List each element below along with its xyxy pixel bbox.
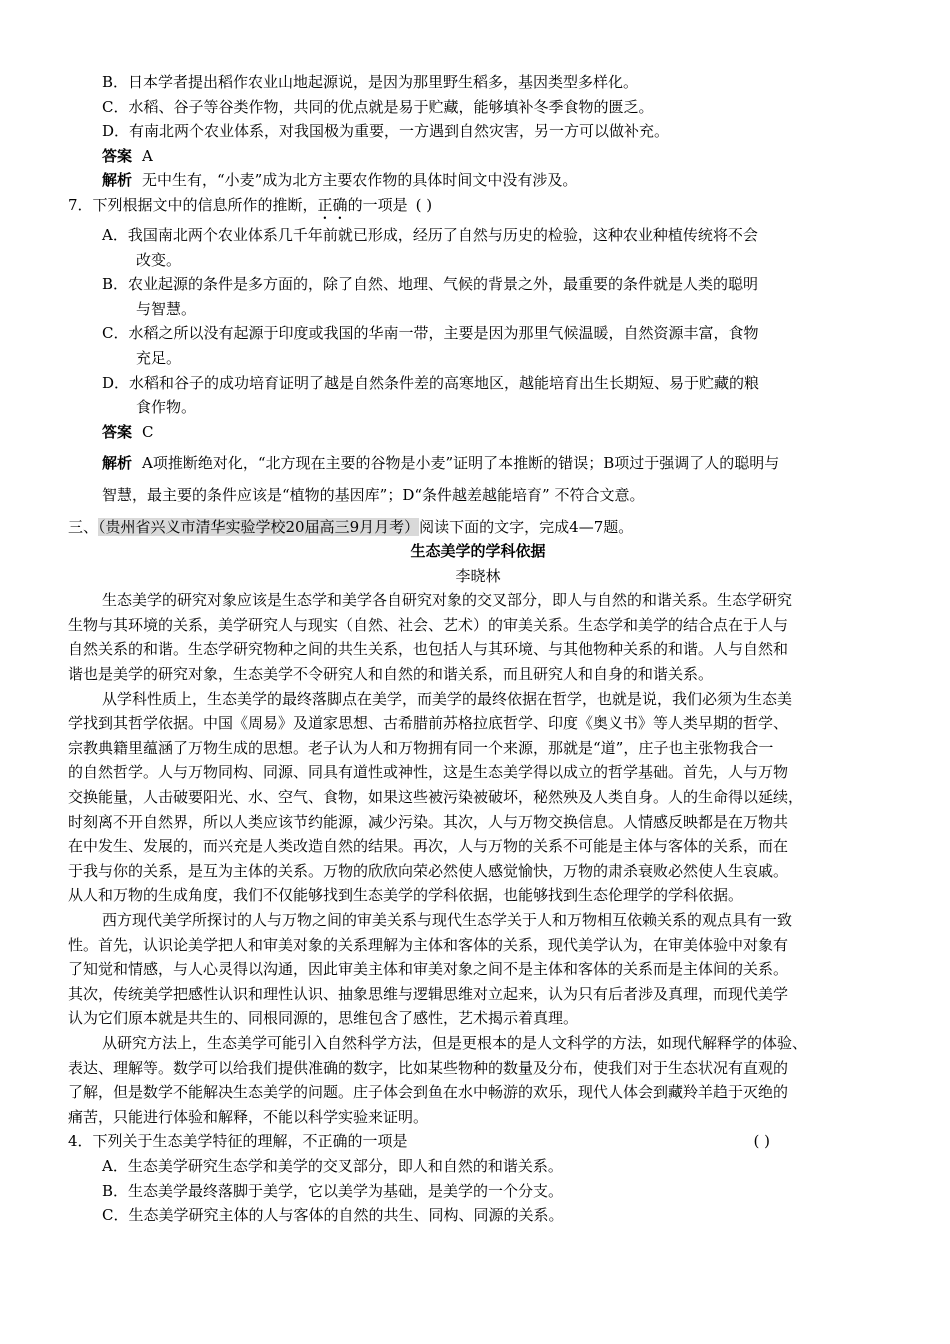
q7-answer-paren: ( ) (415, 195, 433, 214)
q7-option-a: A．我国南北两个农业体系几千年前就已形成，经历了自然与历史的检验，这种农业种植传统将不会 (102, 225, 758, 244)
article-paragraph-3 (68, 908, 888, 1031)
q4-answer-paren: ( ) (753, 1132, 770, 1151)
paragraph-line: 谐也是美学的研究对象，生态美学不令研究人和自然的和谐关系，而且研究人和自身的和谐关系。 (68, 665, 714, 684)
article-author: 李晓林 (455, 566, 501, 585)
section3-source: （贵州省兴义市清华实验学校20届高三9月月考） (98, 517, 420, 536)
paragraph-line: 从学科性质上，生态美学的最终落脚点在美学，而美学的最终依据在哲学，也就是说，我们必须为生态美 (102, 689, 793, 708)
q6-option-b: B．日本学者提出稻作农业山地起源说，是因为那里野生稻多，基因类型多样化。 (102, 73, 639, 91)
document-page (68, 70, 888, 1228)
paragraph-line: 生态美学的研究对象应该是生态学和美学各自研究对象的交叉部分，即人与自然的和谐关系。生态学研究 (102, 591, 793, 610)
q7-stem (68, 193, 888, 223)
q7-option-d: D．水稻和谷子的成功培育证明了越是自然条件差的高寒地区，越能培育出生长期短、易于贮藏的粮 (102, 373, 760, 392)
paragraph-line: 性。首先，认识论美学把人和审美对象的关系理解为主体和客体的关系，现代美学认为，在审美体验中对象有 (68, 935, 789, 954)
paragraph-line: 西方现代美学所探讨的人与万物之间的审美关系与现代生态学关于人和万物相互依赖关系的观点具有一致 (102, 911, 793, 929)
article-paragraph-4 (68, 1031, 888, 1129)
paragraph-line: 痛苦，只能进行体验和解释，不能以科学实验来证明。 (68, 1107, 429, 1126)
paragraph-line: 交换能量，人击破要阳光、水、空气、食物，如果这些被污染被破坏，秘然殃及人类自身。人的生命得以延续， (68, 788, 804, 807)
q7-analysis (68, 451, 888, 476)
paragraph-line: 在中发生、发展的，而兴充是人类改造自然的结果。再次，人与万物的关系不可能是主体与客体的关系，而在 (68, 837, 789, 856)
q7-answer-value: C (142, 422, 154, 441)
q4-stem-text: 4．下列关于生态美学特征的理解，不正确的一项是 (68, 1132, 408, 1151)
paragraph-line: 学找到其哲学依据。中国《周易》及道家思想、古希腊前苏格拉底哲学、印度《奥义书》等人类早期的哲学、 (68, 714, 789, 733)
section3-number: 三、 (68, 517, 99, 536)
paragraph-line: 了解，但是数学不能解决生态美学的问题。庄子体会到鱼在水中畅游的欢乐，现代人体会到藏羚羊趋于灭绝的 (68, 1083, 789, 1102)
paragraph-line: 了知觉和情感，与人心灵得以沟通，因此审美主体和审美对象之间不是主体和客体的关系而是主体间的关系。 (68, 960, 789, 979)
q4-option-c: C．生态美学研究主体的人与客体的自然的共生、同构、同源的关系。 (102, 1206, 564, 1225)
q7-answer-label: 答案 (102, 422, 133, 441)
q6-answer (68, 144, 888, 169)
q7-answer (68, 420, 888, 445)
q7-option-c: C．水稻之所以没有起源于印度或我国的华南一带，主要是因为那里气候温暖，自然资源丰富，食物 (102, 324, 759, 343)
paragraph-line: 时刻离不开自然界，所以人类应该节约能源，减少污染。其次，人与万物交换信息。人情感反映都是在万物共 (68, 812, 789, 831)
q6-analysis (68, 168, 888, 193)
q4-stem (68, 1129, 888, 1154)
article-title: 生态美学的学科依据 (410, 542, 546, 561)
q7-stem-pre: 7．下列根据文中的信息所作的推断， (68, 195, 318, 214)
paragraph-line: 自然关系的和谐。生态学研究物种之间的共生关系，也包括人与其环境、与其他物种关系的和谐。人与自然和 (68, 640, 789, 659)
q7-option-d-cont: 食作物。 (136, 398, 197, 417)
article-paragraph-1 (68, 588, 888, 686)
q7-analysis-cont: 智慧，最主要的条件应该是“植物的基因库”；D“条件越差越能培育” 不符合文意。 (102, 485, 645, 504)
q7-option-b-cont: 与智慧。 (136, 299, 197, 318)
q7-option-a-cont: 改变。 (136, 250, 182, 269)
section3-instruction: 阅读下面的文字，完成4—7题。 (419, 517, 634, 536)
paragraph-line: 其次，传统美学把感性认识和理性认识、抽象思维与逻辑思维对立起来，认为只有后者涉及真理，而现代美学 (68, 984, 789, 1003)
q7-stem-emphasis: 正确 (317, 195, 348, 214)
paragraph-line: 的自然哲学。人与万物同构、同源、同具有道性或神性，这是生态美学得以成立的哲学基础。首先，人与万物 (68, 763, 789, 782)
q7-stem-post: 的一项是 (347, 195, 408, 214)
q6-analysis-text: 无中生有，“小麦”成为北方主要农作物的具体时间文中没有涉及。 (142, 171, 578, 190)
paragraph-line: 认为它们原本就是共生的、同根同源的，思维包含了感性，艺术揭示着真理。 (68, 1009, 579, 1028)
paragraph-line: 表达、理解等。数学可以给我们提供准确的数字，比如某些物种的数量及分布，使我们对于生态状况有直观的 (68, 1058, 789, 1077)
q6-answer-label: 答案 (102, 146, 133, 165)
paragraph-line: 宗教典籍里蕴涵了万物生成的思想。老子认为人和万物拥有同一个来源，那就是“道”，庄子也主张物我合一 (68, 738, 774, 757)
paragraph-line: 从人和万物的生成角度，我们不仅能够找到生态美学的学科依据，也能够找到生态伦理学的学科依据。 (68, 886, 744, 905)
q7-analysis-text-1: A项推断绝对化，“北方现在主要的谷物是小麦”证明了本推断的错误；B项过于强调了人的聪明与 (142, 454, 780, 473)
q7-analysis-label: 解析 (102, 454, 133, 473)
q7-option-c-cont: 充足。 (136, 348, 182, 367)
q6-option-c: C．水稻、谷子等谷类作物，共同的优点就是易于贮藏，能够填补冬季食物的匮乏。 (102, 97, 654, 116)
section3-heading (68, 515, 888, 540)
q6-analysis-label: 解析 (102, 171, 133, 190)
q6-answer-value: A (142, 146, 153, 165)
paragraph-line: 生物与其环境的关系，美学研究人与现实（自然、社会、艺术）的审美关系。生态学和美学的结合点在于人与 (68, 615, 789, 634)
paragraph-line: 从研究方法上，生态美学可能引入自然科学方法，但是更根本的是人文科学的方法，如现代解释学的体验、 (102, 1033, 808, 1052)
q6-option-d: D．有南北两个农业体系，对我国极为重要，一方遇到自然灾害，另一方可以做补充。 (102, 122, 670, 141)
q7-option-b: B．农业起源的条件是多方面的，除了自然、地理、气候的背景之外，最重要的条件就是人类的聪明 (102, 275, 759, 294)
q4-option-b: B．生态美学最终落脚于美学，它以美学为基础，是美学的一个分支。 (102, 1181, 564, 1200)
article-paragraph-2 (68, 687, 888, 908)
q4-option-a: A．生态美学研究生态学和美学的交叉部分，即人和自然的和谐关系。 (102, 1156, 563, 1175)
paragraph-line: 于我与你的关系，是互为主体的关系。万物的欣欣向荣必然使人感觉愉快，万物的肃杀衰败必然使人生哀戚。 (68, 861, 789, 880)
